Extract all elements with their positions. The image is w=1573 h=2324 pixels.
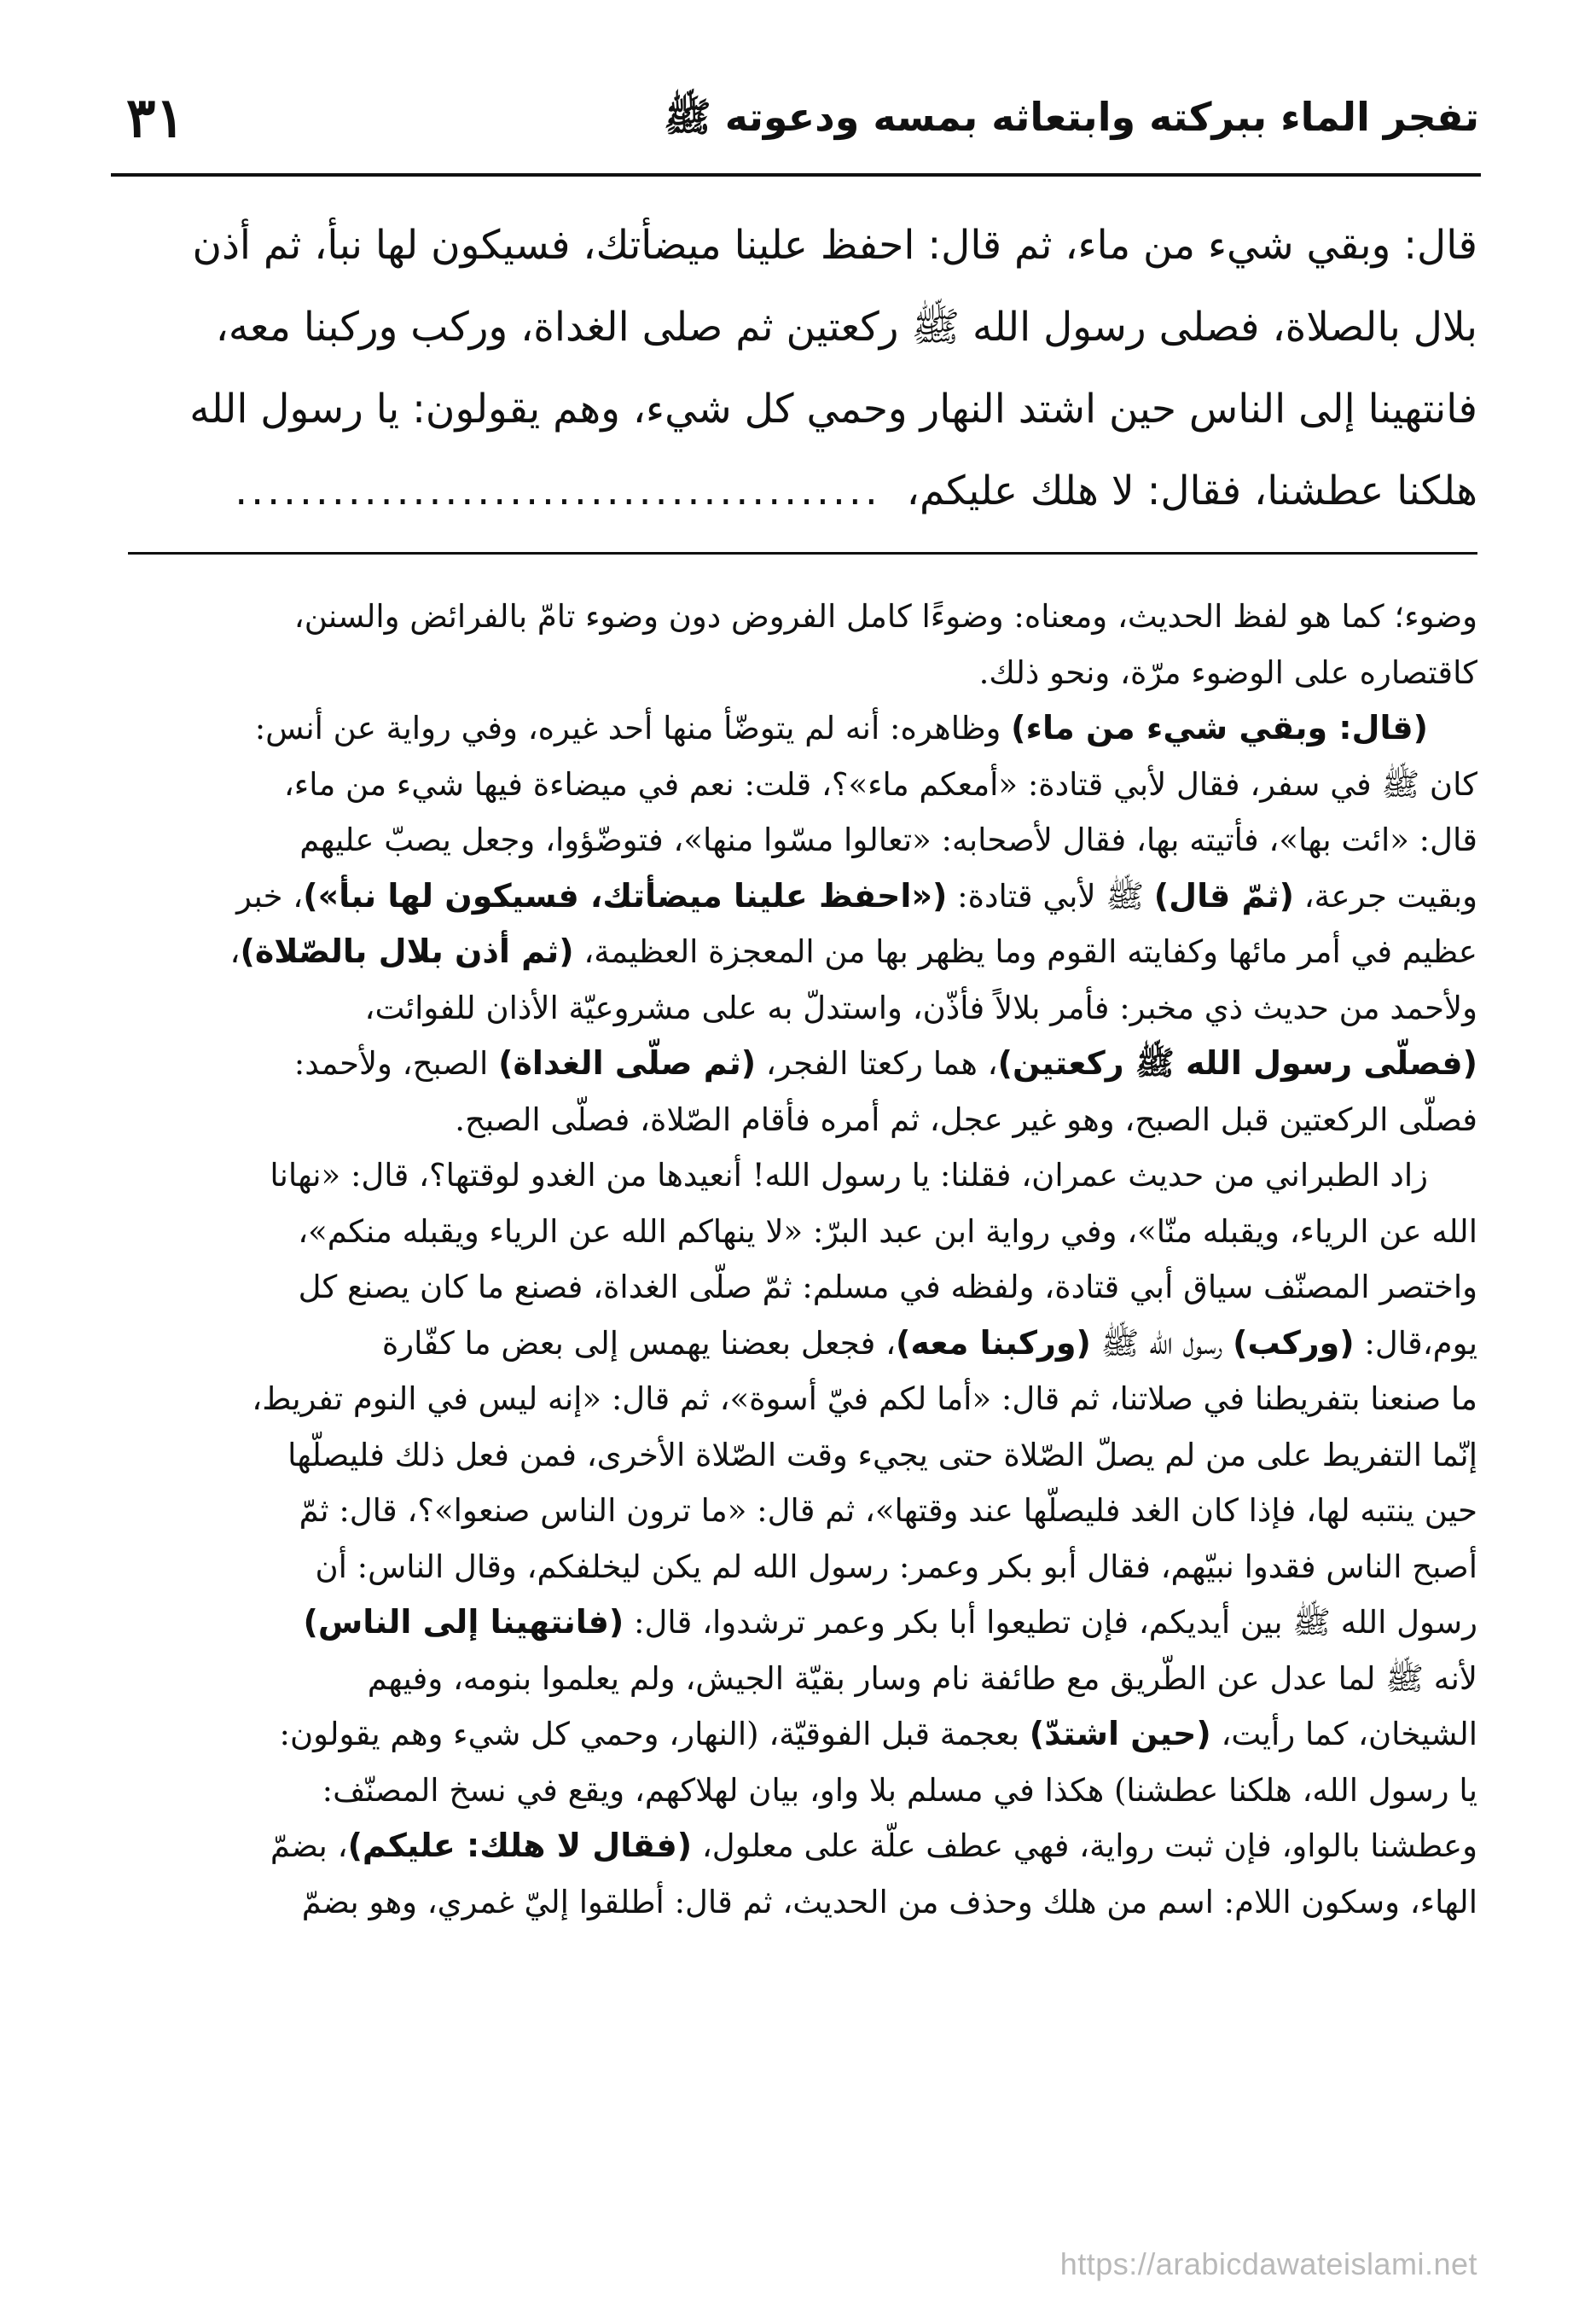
- commentary-line: كان ﷺ في سفر، فقال لأبي قتادة: «أمعكم ماء»؟، قلت: نعم في ميضاءة فيها شيء من ماء،: [283, 765, 1477, 803]
- commentary-text: [109, 589, 1477, 1930]
- commentary-line: قال: «ائت بها»، فأتيته بها، فقال لأصحابه: «تعالوا مسّوا منها»، فتوضّؤوا، وجعل يصبّ عليهم: [299, 822, 1477, 858]
- ellipsis-dots: ........................................: [235, 468, 881, 514]
- commentary-line: (فصلّى رسول الله ﷺ ركعتين)، هما ركعتا الفجر، (ثم صلّى الغداة) الصبح، ولأحمد:: [293, 1044, 1477, 1082]
- commentary-line: وبقيت جرعة، (ثمّ قال) ﷺ لأبي قتادة: («احفظ علينا ميضأتك، فسيكون لها نبأ»)، خبر: [236, 876, 1477, 915]
- quoted-matn: (فصلّى رسول الله ﷺ ركعتين): [997, 1044, 1477, 1082]
- commentary-line: زاد الطبراني من حديث عمران، فقلنا: يا رسول الله! أنعيدها من الغدو لوقتها؟، قال: «نهانا: [270, 1157, 1428, 1194]
- commentary-line: وضوء؛ كما هو لفظ الحديث، ومعناه: وضوءًا كامل الفروض دون وضوء تامّ بالفرائض والسنن،: [293, 598, 1477, 635]
- commentary-line: ما صنعنا بتفريطنا في صلاتنا، ثم قال: «أما لكم فيّ أسوة»، ثم قال: «إنه ليس في النوم تفريط،: [252, 1380, 1477, 1417]
- quoted-matn: (حين اشتدّ): [1029, 1715, 1211, 1752]
- hadith-line: بلال بالصلاة، فصلى رسول الله ﷺ ركعتين ثم صلى الغداة، وركب وركبنا معه،: [215, 304, 1477, 351]
- commentary-line: يا رسول الله، هلكنا عطشنا) هكذا في مسلم بلا واو، بيان لهلاكهم، ويقع في نسخ المصنّف:: [322, 1771, 1477, 1809]
- hadith-line: قال: وبقي شيء من ماء، ثم قال: احفظ علينا ميضأتك، فسيكون لها نبأ، ثم أذن: [192, 222, 1477, 269]
- quoted-matn: (ثمّ قال): [1153, 876, 1294, 915]
- section-divider: [128, 552, 1477, 555]
- commentary-line: إنّما التفريط على من لم يصلّ الصّلاة حتى يجيء وقت الصّلاة الأخرى، فمن فعل ذلك فليصلّها: [287, 1436, 1477, 1473]
- hadith-text: [111, 205, 1477, 532]
- hadith-line-last: [111, 450, 1477, 532]
- quoted-matn: (وركب): [1233, 1323, 1355, 1362]
- quoted-matn: (فقال لا هلك: عليكم): [347, 1827, 693, 1864]
- header-divider: [111, 173, 1481, 177]
- commentary-line: الهاء، وسكون اللام: اسم من هلك وحذف من الحديث، ثم قال: أطلقوا إليّ غمري، وهو بضمّ: [301, 1883, 1477, 1920]
- commentary-line: كاقتصاره على الوضوء مرّة، ونحو ذلك.: [978, 654, 1477, 691]
- commentary-line: الشيخان، كما رأيت، (حين اشتدّ) بعجمة قبل الفوقيّة، (النهار، وحمي كل شيء وهم يقولون:: [279, 1715, 1477, 1752]
- commentary-line: واختصر المصنّف سياق أبي قتادة، ولفظه في مسلم: ثمّ صلّى الغداة، فصنع ما كان يصنع كل: [298, 1269, 1477, 1305]
- quoted-matn: (فانتهينا إلى الناس): [303, 1603, 624, 1641]
- commentary-line: الله عن الرياء، ويقبله منّا»، وفي رواية ابن عبد البرّ: «لا ينهاكم الله عن الرياء ويقبله منكم»،: [298, 1212, 1477, 1250]
- quoted-matn: (ثم صلّى الغداة): [498, 1044, 757, 1082]
- commentary-line: حين ينتبه لها، فإذا كان الغد فليصلّها عند وقتها»، ثم قال: «ما ترون الناس صنعوا»؟، قال: ثمّ: [299, 1492, 1477, 1529]
- commentary-line: أصبح الناس فقدوا نبيّهم، فقال أبو بكر وعمر: رسول الله لم يكن ليخلفكم، وقال الناس: أن: [315, 1548, 1477, 1585]
- commentary-line: (قال: وبقي شيء من ماء) وظاهره: أنه لم يتوضّأ منها أحد غيره، وفي رواية عن أنس:: [254, 709, 1428, 747]
- commentary-line: يوم،قال: (وركب) رسول الله ﷺ (وركبنا معه)، فجعل بعضنا يهمس إلى بعض ما كفّارة: [381, 1323, 1477, 1362]
- chapter-title: تفجر الماء ببركته وابتعاثه بمسه ودعوته ﷺ: [664, 94, 1479, 140]
- commentary-line: لأنه ﷺ لما عدل عن الطّريق مع طائفة نام وسار بقيّة الجيش، ولم يعلموا بنومه، وفيهم: [367, 1659, 1477, 1697]
- quoted-matn: (ثم أذن بلال بالصّلاة): [240, 933, 574, 970]
- quoted-matn: (وركبنا معه): [896, 1323, 1091, 1362]
- quoted-matn: («احفظ علينا ميضأتك، فسيكون لها نبأ»): [303, 876, 948, 915]
- source-watermark: https://arabicdawateislami.net: [1059, 2246, 1477, 2281]
- running-header: [111, 81, 1479, 158]
- commentary-line: ولأحمد من حديث ذي مخبر: فأمر بلالاً فأذّن، واستدلّ به على مشروعيّة الأذان للفوائت،: [364, 989, 1477, 1026]
- page-number: ٣١: [126, 86, 185, 150]
- hadith-line: فانتهينا إلى الناس حين اشتد النهار وحمي كل شيء، وهم يقولون: يا رسول الله: [189, 386, 1477, 433]
- commentary-line: فصلّى الركعتين قبل الصبح، وهو غير عجل، ثم أمره فأقام الصّلاة، فصلّى الصبح.: [455, 1101, 1477, 1138]
- hadith-line-text: هلكنا عطشنا، فقال: لا هلك عليكم،: [906, 468, 1477, 514]
- quoted-matn: (قال: وبقي شيء من ماء): [1011, 709, 1428, 747]
- commentary-line: رسول الله ﷺ بين أيديكم، فإن تطيعوا أبا بكر وعمر ترشدوا، قال: (فانتهينا إلى الناس): [303, 1603, 1477, 1641]
- commentary-line: عظيم في أمر مائها وكفايته القوم وما يظهر بها من المعجزة العظيمة، (ثم أذن بلال بالصّلاة)،: [229, 933, 1477, 970]
- commentary-line: وعطشنا بالواو، فإن ثبت رواية، فهي عطف علّة على معلول، (فقال لا هلك: عليكم)، بضمّ: [270, 1827, 1477, 1864]
